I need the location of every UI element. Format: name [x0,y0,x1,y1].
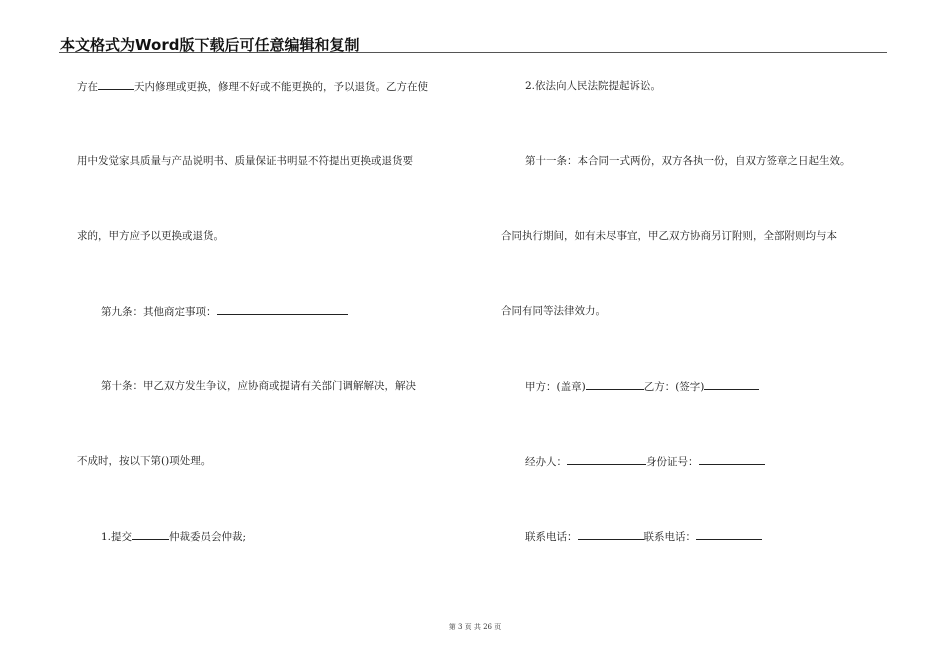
right-line-4: 合同有同等法律效力。 [501,305,606,317]
id-number-label: 身份证号： [646,456,699,468]
id-number-blank [699,454,765,465]
left-line-2: 用中发觉家具质量与产品说明书、质量保证书明显不符提出更换或退货要 [77,155,413,167]
phone-blank-b [696,529,762,540]
left-line-1 [77,79,428,94]
article-9 [101,304,348,319]
handler-label: 经办人： [525,456,567,468]
right-line-3: 合同执行期间，如有未尽事宜，甲乙双方协商另订附则，全部附则均与本 [501,230,837,242]
party-a-seal-blank [586,379,644,390]
arbitration-blank [132,529,169,540]
left-line-6: 不成时，按以下第()项处理。 [77,455,212,467]
option-1 [101,529,246,544]
article-11: 第十一条：本合同一式两份，双方各执一份，自双方签章之日起生效。 [525,155,851,167]
other-matters-blank [217,304,348,315]
left-line-1-end: 天内修理或更换，修理不好或不能更换的，予以退货。乙方在使 [134,81,428,93]
party-a-seal-label: 甲方：(盖章) [525,381,586,393]
header-divider [59,52,887,53]
phone-label-a: 联系电话： [525,531,578,543]
party-b-sign-label: 乙方：(签字) [643,381,705,393]
left-line-3: 求的，甲方应予以更换或退货。 [77,230,224,242]
option-1-end: 仲裁委员会仲裁; [169,531,247,543]
handler-blank [567,454,646,465]
days-blank [98,79,134,90]
option-2: 2.依法向人民法院提起诉讼。 [525,80,662,92]
phone-line [525,529,762,544]
signature-line [525,379,759,394]
phone-label-b: 联系电话： [643,531,696,543]
option-1-start: 1.提交 [101,531,133,543]
phone-blank-a [578,529,644,540]
article-9-label: 第九条：其他商定事项： [101,306,217,318]
party-b-sign-blank [704,379,759,390]
page-number: 第 3 页 共 26 页 [448,623,502,631]
document-header-title: 本文格式为Word版下载后可任意编辑和复制 [60,36,360,54]
left-line-1-start: 方在 [77,81,98,93]
article-10: 第十条：甲乙双方发生争议，应协商或提请有关部门调解解决，解决 [101,380,416,392]
handler-line [525,454,765,469]
